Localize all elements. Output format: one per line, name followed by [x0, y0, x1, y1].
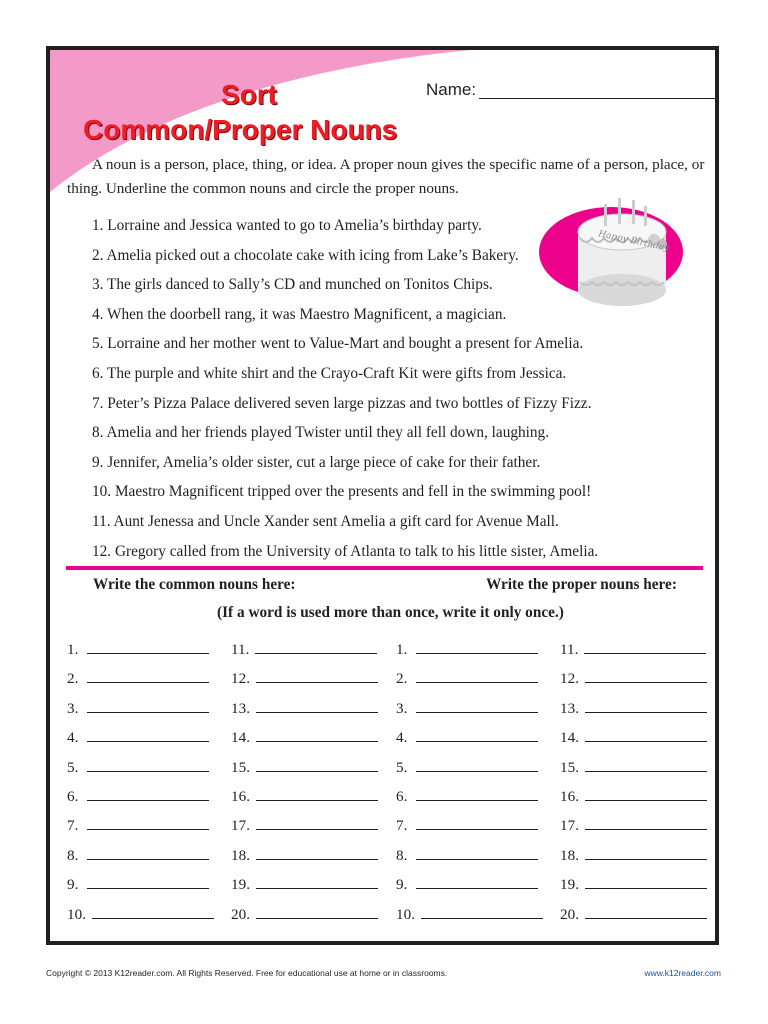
answer-blank[interactable] — [256, 846, 378, 860]
answer-blank[interactable] — [87, 699, 209, 713]
sentence-item: 2. Amelia picked out a chocolate cake with icing from Lake’s Bakery. — [92, 246, 519, 264]
answer-row — [67, 758, 214, 787]
answer-blank[interactable] — [256, 699, 378, 713]
answer-blank[interactable] — [256, 816, 378, 830]
answer-row — [396, 699, 543, 728]
answer-number: 5. — [67, 758, 79, 776]
answer-blank[interactable] — [585, 728, 707, 742]
answer-number: 7. — [67, 817, 79, 835]
sentence-item: 6. The purple and white shirt and the Crayo-Craft Kit were gifts from Jessica. — [92, 364, 567, 382]
answer-number: 17. — [560, 817, 579, 835]
answer-row — [231, 669, 378, 698]
answer-row — [231, 816, 378, 845]
answer-blank[interactable] — [416, 846, 538, 860]
answer-number: 4. — [396, 729, 408, 747]
answer-row — [67, 816, 214, 845]
answer-blank[interactable] — [416, 758, 538, 772]
answer-blank[interactable] — [87, 875, 209, 889]
answer-number: 3. — [396, 699, 408, 717]
answer-row — [560, 846, 707, 875]
answer-row — [67, 846, 214, 875]
answer-blank[interactable] — [585, 905, 707, 919]
answer-blank[interactable] — [256, 787, 378, 801]
answer-number: 10. — [396, 905, 415, 923]
answer-number: 16. — [560, 787, 579, 805]
answer-number: 18. — [231, 846, 250, 864]
answer-blank[interactable] — [584, 640, 706, 654]
answer-row — [67, 787, 214, 816]
answer-number: 9. — [67, 876, 79, 894]
answer-blank[interactable] — [416, 669, 538, 683]
answer-number: 7. — [396, 817, 408, 835]
answer-blank[interactable] — [416, 787, 538, 801]
answer-number: 18. — [560, 846, 579, 864]
answer-row — [396, 758, 543, 787]
answer-row — [67, 905, 214, 934]
worksheet-frame — [46, 46, 719, 945]
answer-number: 19. — [231, 876, 250, 894]
answer-blank[interactable] — [87, 787, 209, 801]
answer-row — [67, 728, 214, 757]
answer-blank[interactable] — [87, 640, 209, 654]
common-nouns-heading: Write the common nouns here: — [93, 576, 296, 593]
answer-number: 13. — [231, 699, 250, 717]
copyright-notice: Copyright © 2013 K12reader.com. All Rights Reserved. Free for educational use at home or in classrooms. — [46, 968, 448, 978]
name-field-line[interactable] — [479, 98, 715, 99]
section-divider — [66, 566, 703, 570]
answer-blank[interactable] — [585, 875, 707, 889]
answer-blank[interactable] — [585, 758, 707, 772]
answer-blank[interactable] — [256, 728, 378, 742]
answer-number: 19. — [560, 876, 579, 894]
answer-row — [67, 669, 214, 698]
answer-row — [396, 905, 543, 934]
answer-row — [231, 699, 378, 728]
answer-number: 3. — [67, 699, 79, 717]
answer-row — [231, 640, 378, 669]
answer-blank[interactable] — [585, 669, 707, 683]
answer-row — [560, 787, 707, 816]
answer-number: 11. — [231, 641, 250, 658]
answer-row — [560, 728, 707, 757]
answer-number: 14. — [231, 729, 250, 747]
answer-row — [396, 787, 543, 816]
answer-row — [396, 640, 543, 669]
answer-blank[interactable] — [92, 905, 214, 919]
answer-blank[interactable] — [416, 699, 538, 713]
common-nouns-column-2 — [231, 640, 378, 934]
answer-row — [396, 816, 543, 845]
instructions-line-1: A noun is a person, place, thing, or idea. A proper noun gives the specific name of a person, place, or — [92, 156, 705, 173]
answer-number: 6. — [67, 787, 79, 805]
answer-blank[interactable] — [256, 905, 378, 919]
answer-row — [396, 728, 543, 757]
answer-number: 20. — [231, 905, 250, 923]
common-nouns-column-1 — [67, 640, 214, 934]
answer-row — [560, 905, 707, 934]
answer-number: 2. — [67, 670, 79, 688]
sentence-item: 11. Aunt Jenessa and Uncle Xander sent Amelia a gift card for Avenue Mall. — [92, 512, 559, 530]
answer-blank[interactable] — [87, 846, 209, 860]
answer-blank[interactable] — [416, 816, 538, 830]
answer-number: 2. — [396, 670, 408, 688]
answer-blank[interactable] — [256, 875, 378, 889]
answer-blank[interactable] — [87, 669, 209, 683]
answer-blank[interactable] — [256, 758, 378, 772]
sentence-item: 1. Lorraine and Jessica wanted to go to Amelia’s birthday party. — [92, 217, 482, 234]
proper-nouns-heading: Write the proper nouns here: — [486, 576, 677, 593]
answer-number: 8. — [396, 846, 408, 864]
answer-number: 8. — [67, 846, 79, 864]
answer-number: 12. — [231, 670, 250, 688]
answer-row — [231, 905, 378, 934]
answer-blank[interactable] — [585, 846, 707, 860]
answer-row — [231, 875, 378, 904]
answer-row — [231, 846, 378, 875]
answer-blank[interactable] — [87, 816, 209, 830]
answer-row — [560, 669, 707, 698]
proper-nouns-column-2 — [560, 640, 707, 934]
answer-number: 10. — [67, 905, 86, 923]
proper-nouns-column-1 — [396, 640, 543, 934]
title-sort: Sort — [221, 79, 277, 110]
answer-number: 20. — [560, 905, 579, 923]
answer-blank[interactable] — [421, 905, 543, 919]
answer-row — [560, 758, 707, 787]
answer-blank[interactable] — [416, 640, 538, 654]
answer-number: 14. — [560, 729, 579, 747]
sentence-list — [92, 211, 598, 566]
answer-blank[interactable] — [256, 669, 378, 683]
answer-number: 15. — [231, 758, 250, 776]
answer-blank[interactable] — [585, 787, 707, 801]
sentence-item: 7. Peter’s Pizza Palace delivered seven large pizzas and two bottles of Fizzy Fizz. — [92, 394, 592, 412]
sentence-item: 8. Amelia and her friends played Twister until they all fell down, laughing. — [92, 424, 550, 442]
answer-number: 12. — [560, 670, 579, 688]
answer-row — [396, 875, 543, 904]
answer-row — [560, 875, 707, 904]
instructions-line-2: thing. Underline the common nouns and circle the proper nouns. — [67, 180, 459, 197]
answer-blank[interactable] — [87, 728, 209, 742]
sentence-item: 9. Jennifer, Amelia’s older sister, cut a large piece of cake for their father. — [92, 453, 541, 471]
answer-row — [560, 640, 707, 669]
answer-number: 1. — [67, 641, 79, 658]
answer-note: (If a word is used more than once, write it only once.) — [217, 604, 564, 621]
answer-blank[interactable] — [87, 758, 209, 772]
answer-row — [396, 669, 543, 698]
sentence-item: 12. Gregory called from the University of Atlanta to talk to his little sister, Amelia. — [92, 542, 599, 560]
answer-row — [231, 758, 378, 787]
title-common-proper-nouns: Common/Proper Nouns — [83, 114, 398, 145]
answer-row — [67, 640, 214, 669]
answer-row — [560, 699, 707, 728]
answer-number: 16. — [231, 787, 250, 805]
answer-row — [396, 846, 543, 875]
answer-blank[interactable] — [416, 728, 538, 742]
answer-row — [67, 875, 214, 904]
sentence-item: 5. Lorraine and her mother went to Value-Mart and bought a present for Amelia. — [92, 335, 584, 353]
name-label: Name: — [426, 80, 477, 99]
answer-row — [67, 699, 214, 728]
answer-blank[interactable] — [585, 816, 707, 830]
answer-number: 17. — [231, 817, 250, 835]
answer-number: 6. — [396, 787, 408, 805]
answer-blank[interactable] — [416, 875, 538, 889]
website-link[interactable]: www.k12reader.com — [644, 968, 721, 978]
answer-row — [560, 816, 707, 845]
answer-number: 13. — [560, 699, 579, 717]
cake-writing: Happy Birthday — [597, 229, 670, 254]
sentence-item: 3. The girls danced to Sally’s CD and munched on Tonitos Chips. — [92, 276, 493, 294]
answer-number: 11. — [560, 641, 579, 658]
answer-number: 15. — [560, 758, 579, 776]
answer-number: 1. — [396, 641, 408, 658]
answer-number: 5. — [396, 758, 408, 776]
answer-number: 9. — [396, 876, 408, 894]
answer-number: 4. — [67, 729, 79, 747]
sentence-item: 10. Maestro Magnificent tripped over the presents and fell in the swimming pool! — [92, 483, 592, 501]
answer-row — [231, 728, 378, 757]
answer-blank[interactable] — [585, 699, 707, 713]
sentence-item: 4. When the doorbell rang, it was Maestro Magnificent, a magician. — [92, 305, 507, 323]
answer-row — [231, 787, 378, 816]
answer-blank[interactable] — [255, 640, 377, 654]
